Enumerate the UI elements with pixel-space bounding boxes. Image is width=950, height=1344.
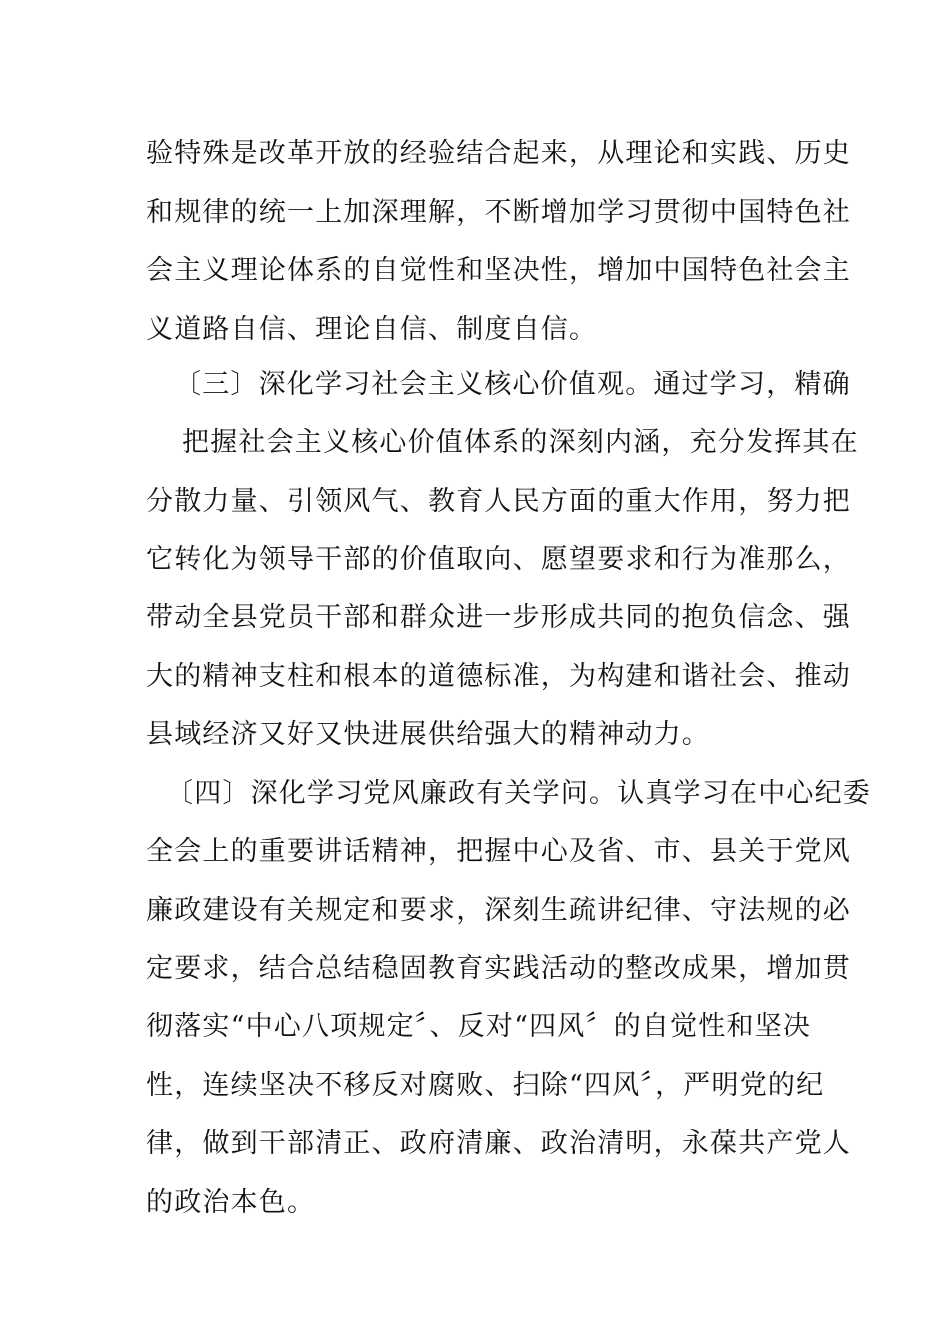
text-line: 律，做到干部清正、政府清廉、政治清明，永葆共产党人 [146,1128,851,1159]
text-line: 义道路自信、理论自信、制度自信。 [146,314,598,345]
section-heading-3: 〔三〕深化学习社会主义核心价值观。通过学习，精确 [174,369,851,400]
text-line: 的政治本色。 [146,1187,316,1218]
section-heading-4: 〔四〕深化学习党风廉政有关学问。认真学习在中心纪委 [166,778,871,809]
text-line: 定要求，结合总结稳固教育实践活动的整改成果，增加贯 [146,953,851,984]
text-line: 全会上的重要讲话精神，把握中心及省、市、县关于党风 [146,836,851,867]
text-line: 它转化为领导干部的价值取向、愿望要求和行为准那么， [146,544,851,575]
text-line: 性，连续坚决不移反对腐败、扫除“四风〞，严明党的纪 [146,1070,825,1101]
text-line: 和规律的统一上加深理解，不断增加学习贯彻中国特色社 [146,197,851,228]
text-line: 廉政建设有关规定和要求，深刻生疏讲纪律、守法规的必 [146,895,851,926]
text-line: 把握社会主义核心价值体系的深刻内涵，充分发挥其在 [182,427,859,458]
text-line: 县域经济又好又快进展供给强大的精神动力。 [146,719,710,750]
text-line: 会主义理论体系的自觉性和坚决性，增加中国特色社会主 [146,255,851,286]
text-line: 彻落实“中心八项规定〞、反对“四风〞的自觉性和坚决 [146,1011,812,1042]
text-line: 大的精神支柱和根本的道德标准，为构建和谐社会、推动 [146,661,851,692]
text-line: 验特殊是改革开放的经验结合起来，从理论和实践、历史 [146,138,851,169]
text-line: 分散力量、引领风气、教育人民方面的重大作用，努力把 [146,486,851,517]
text-line: 带动全县党员干部和群众进一步形成共同的抱负信念、强 [146,602,851,633]
